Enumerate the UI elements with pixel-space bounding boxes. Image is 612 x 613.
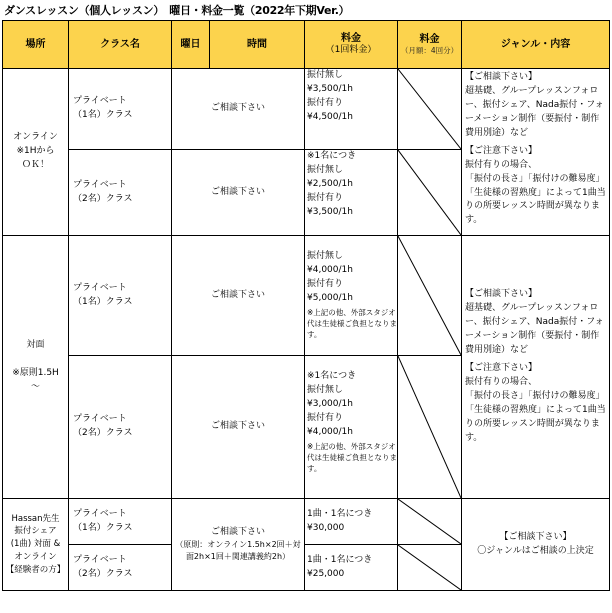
header-fee-sub: （1回料金） [325,45,377,56]
diagonal-slash [398,236,461,355]
fee-cell: 1曲・1名につき ¥30,000 [305,499,398,545]
time-cell: ご相談下さい [172,356,305,499]
fee-cell [305,236,398,356]
time-cell-hassan [172,499,305,591]
diagonal-slash [398,499,461,544]
header-place: 場所 [3,21,69,69]
genre-online-consult: 【ご相談下さい】 超基礎、グループレッスンフォロー、振付シェア、Nada振付・フォーメーション制作（要振付・制作費用別途）など [465,72,604,138]
genre-hassan: 【ご相談下さい】 〇ジャンルはご相談の上決定 [462,499,610,591]
fee-cell [305,356,398,499]
diagonal-slash [398,545,461,590]
time-cell: ご相談下さい [172,69,305,150]
monthly-empty-cell [398,499,462,545]
table-row [3,236,610,356]
class-cell: プライベート （2名）クラス [69,545,172,591]
diagonal-slash [398,356,461,498]
class-cell: プライベート （1名）クラス [69,236,172,356]
fee-note: ※上記の他、外部スタジオ代は生徒様ご負担となります。 [307,307,397,340]
page-title: ダンスレッスン（個人レッスン） 曜日・料金一覧（2022年下期Ver.） [4,4,350,17]
time-cell: ご相談下さい [172,150,305,236]
fee-cell: 1曲・1名につき ¥25,000 [305,545,398,591]
monthly-empty-cell [398,69,462,150]
fee-value: 振付無し ¥4,000/1h 振付有り ¥5,000/1h [307,250,353,303]
time-cell: ご相談下さい [172,236,305,356]
fee-cell: ※1名につき 振付無し ¥2,500/1h 振付有り ¥3,500/1h [305,150,398,236]
fee-note: ※上記の他、外部スタジオ代は生徒様ご負担となります。 [307,441,397,474]
monthly-empty-cell [398,150,462,236]
genre-taimen-consult: 【ご相談下さい】 超基礎、グループレッスンフォロー、振付シェア、Nada振付・フォーメーション制作（要振付・制作費用別途）など [465,289,604,356]
monthly-empty-cell [398,356,462,499]
class-cell: プライベート （1名）クラス [69,499,172,545]
header-monthly-label: 料金 [419,33,440,45]
fee-cell: 振付無し ¥3,500/1h 振付有り ¥4,500/1h [305,69,398,150]
place-hassan: Hassan先生 振付シェア (1曲) 対面 & オンライン 【経験者の方】 [3,499,69,591]
genre-taimen-caution: 【ご注意下さい】 振付有りの場合、 「振付の長さ」「振付けの難易度」「生徒様の習熟度」によって1曲当りの所要レッスン時間が異なります。 [465,363,606,443]
header-row [3,21,610,69]
header-fee-label: 料金 [341,33,361,45]
header-monthly [398,21,462,69]
diagonal-slash [398,69,461,149]
header-class: クラス名 [69,21,172,69]
place-online: オンライン ※1Hから ＯＫ！ [3,69,69,236]
genre-taimen [462,236,610,499]
class-cell: プライベート （2名）クラス [69,356,172,499]
header-fee [305,21,398,69]
genre-online [462,69,610,236]
diagonal-slash [398,150,461,235]
class-cell: プライベート （2名）クラス [69,150,172,236]
monthly-empty-cell [398,236,462,356]
table-row [3,69,610,150]
genre-online-caution: 【ご注意下さい】 振付有りの場合、 「振付の長さ」「振付けの難易度」「生徒様の習熟度」によって1曲当りの所要レッスン時間が異なります。 [465,145,606,226]
time-note: （原則：オンライン1.5h×2回＋対面2h×1回＋関連講義約2h） [175,540,301,562]
place-taimen: 対面 ※原則1.5H 〜 [3,236,69,499]
header-day: 曜日 [172,21,210,69]
monthly-empty-cell [398,545,462,591]
class-cell: プライベート （1名）クラス [69,69,172,150]
header-monthly-sub: （月額：4回分） [400,45,459,55]
fee-value: ※1名につき 振付無し ¥3,000/1h 振付有り ¥4,000/1h [307,370,357,437]
header-time: 時間 [210,21,305,69]
lesson-table [2,20,610,591]
table-row [3,499,610,545]
header-genre: ジャンル・内容 [462,21,610,69]
time-value: ご相談下さい [210,526,265,537]
